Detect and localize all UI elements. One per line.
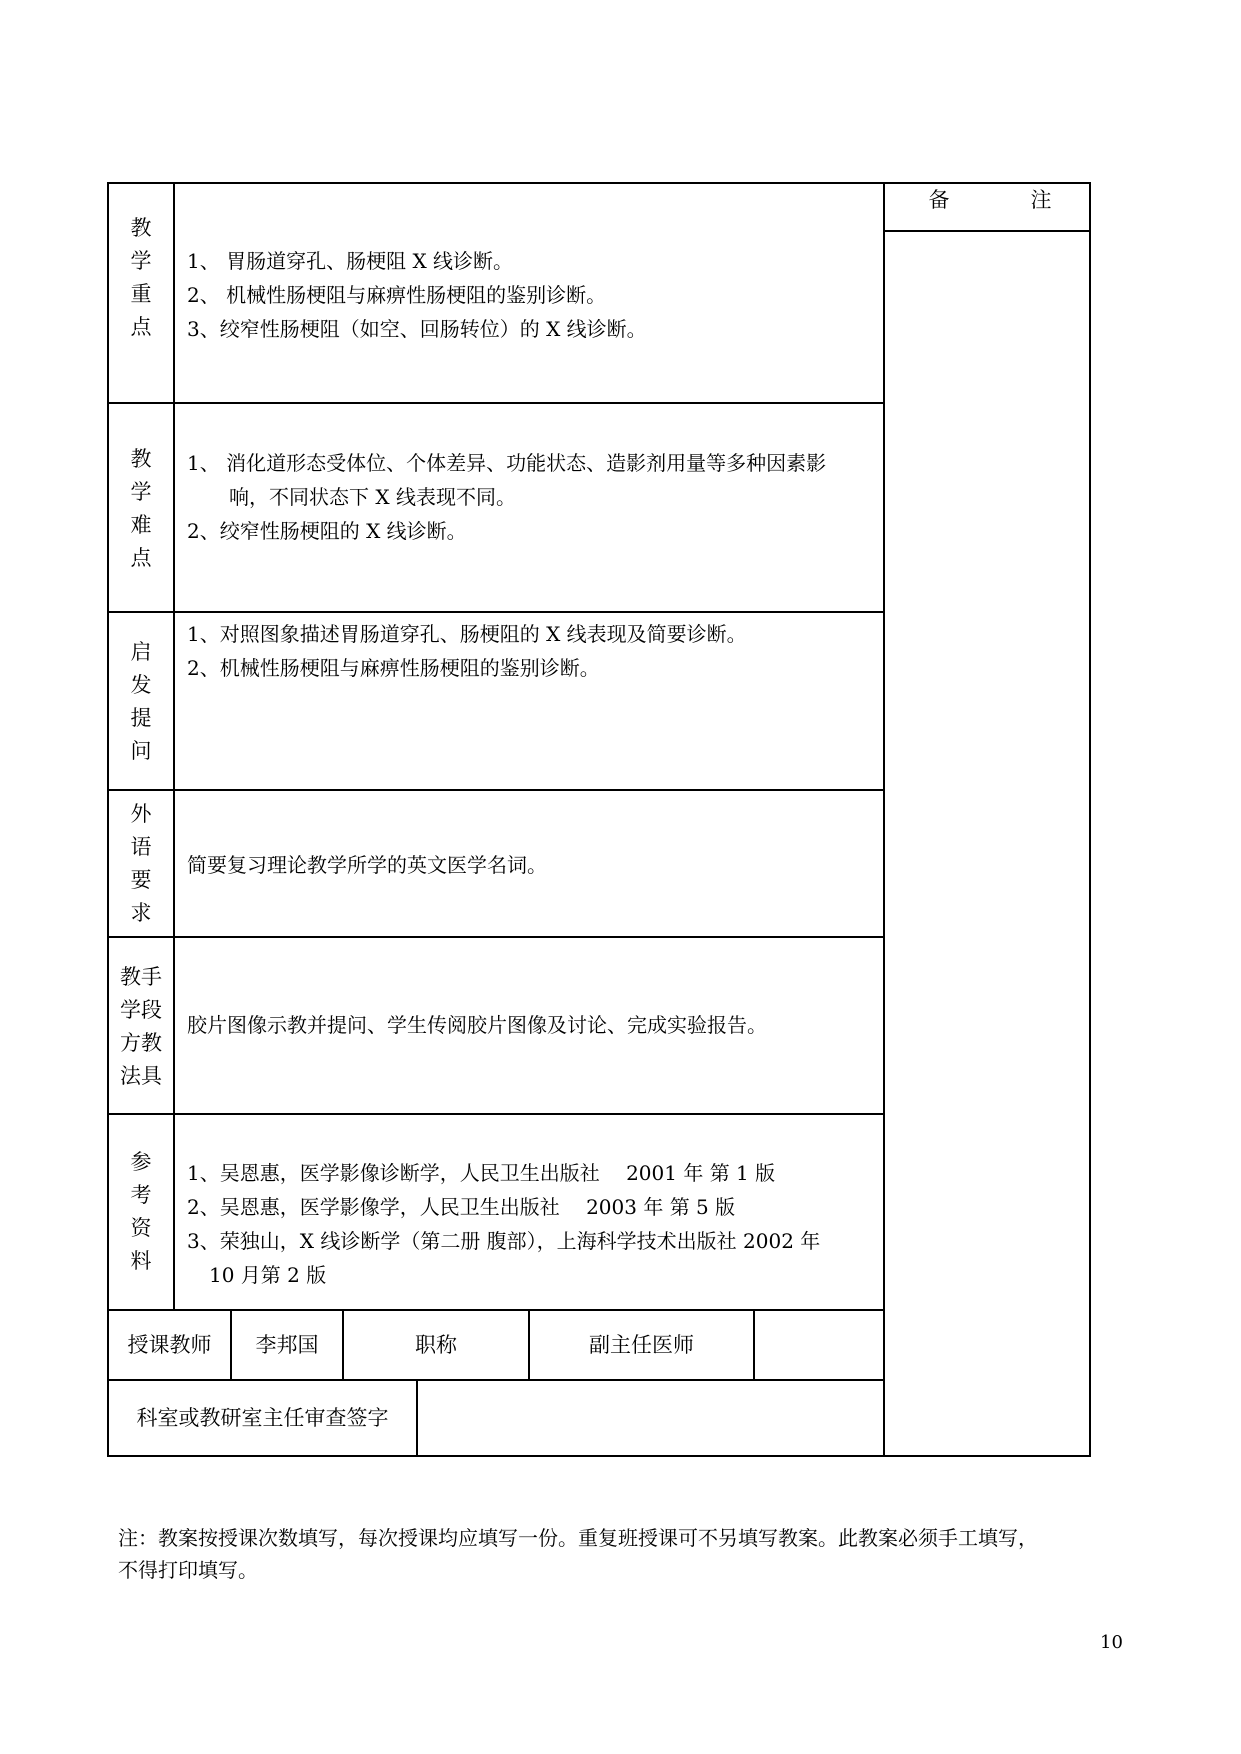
- section-content-language: [187, 848, 883, 882]
- row-divider: [107, 611, 885, 613]
- content-line: 胶片图像示教并提问、学生传阅胶片图像及讨论、完成实验报告。: [187, 1013, 767, 1037]
- title-char: 外: [130, 802, 152, 826]
- content-line: 2、机械性肠梗阻与麻痹性肠梗阻的鉴别诊断。: [187, 656, 600, 680]
- content-line: 1、 消化道形态受体位、个体差异、功能状态、造影剂用量等多种因素影: [187, 451, 827, 475]
- remarks-divider: [883, 182, 885, 1457]
- row-divider: [107, 1113, 885, 1115]
- cell-divider: [753, 1309, 755, 1380]
- title-char: 要: [130, 868, 152, 892]
- title-row: 学段: [120, 998, 162, 1022]
- title-char: 难: [130, 513, 152, 537]
- signature-label: 科室或教研室主任审查签字: [136, 1406, 389, 1430]
- row-divider: [107, 402, 885, 404]
- section-content-difficulties: [187, 446, 883, 548]
- content-line: 10 月第 2 版: [209, 1263, 327, 1287]
- title-char: 问: [130, 739, 152, 763]
- title-char: 点: [130, 315, 152, 339]
- title-char: 提: [130, 706, 152, 730]
- section-title-methods: [108, 961, 174, 1093]
- section-title-key-points: [108, 212, 174, 344]
- section-content-questions: [187, 617, 883, 685]
- title-row: 教手: [120, 965, 162, 989]
- section-content-key-points: [187, 244, 883, 346]
- title-label: 职称: [415, 1333, 457, 1357]
- content-line: 1、吴恩惠，医学影像诊断学，人民卫生出版社 2001 年 第 1 版: [187, 1161, 776, 1185]
- title-row: 方教: [120, 1031, 162, 1055]
- row-divider: [107, 789, 885, 791]
- title-char: 学: [130, 249, 152, 273]
- title-char: 求: [130, 901, 152, 925]
- content-line: 3、绞窄性肠梗阻（如空、回肠转位）的 X 线诊断。: [187, 317, 647, 341]
- remarks-header-line: [883, 230, 1091, 232]
- content-line: 2、吴恩惠，医学影像学，人民卫生出版社 2003 年 第 5 版: [187, 1195, 736, 1219]
- title-char: 教: [130, 447, 152, 471]
- title-char: 参: [130, 1150, 152, 1174]
- teacher-name: 李邦国: [255, 1333, 319, 1357]
- title-char: 点: [130, 546, 152, 570]
- section-title-difficulties: [108, 443, 174, 575]
- title-char: 教: [130, 216, 152, 240]
- remarks-header: 备 注: [928, 188, 1082, 212]
- title-row: 法具: [120, 1064, 162, 1088]
- content-line: 简要复习理论教学所学的英文医学名词。: [187, 853, 547, 877]
- title-char: 考: [130, 1183, 152, 1207]
- title-char: 发: [130, 673, 152, 697]
- title-value: 副主任医师: [589, 1333, 694, 1357]
- content-line: 3、荣独山，X 线诊断学（第二册 腹部），上海科学技术出版社 2002 年: [187, 1229, 821, 1253]
- section-title-language: [108, 798, 174, 930]
- teacher-label: 授课教师: [127, 1333, 212, 1357]
- title-char: 启: [130, 640, 152, 664]
- footnote: [118, 1522, 1128, 1586]
- content-line: 2、 机械性肠梗阻与麻痹性肠梗阻的鉴别诊断。: [187, 283, 607, 307]
- section-title-questions: [108, 636, 174, 768]
- title-char: 语: [130, 835, 152, 859]
- row-divider: [107, 936, 885, 938]
- content-line: 1、对照图象描述胃肠道穿孔、肠梗阻的 X 线表现及简要诊断。: [187, 622, 747, 646]
- footnote-line: 不得打印填写。: [118, 1558, 258, 1582]
- title-char: 重: [130, 282, 152, 306]
- section-content-methods: [187, 1008, 883, 1042]
- content-line: 1、 胃肠道穿孔、肠梗阻 X 线诊断。: [187, 249, 514, 273]
- page-number: 10: [1100, 1632, 1123, 1653]
- section-title-references: [108, 1146, 174, 1278]
- section-content-references: [187, 1156, 883, 1292]
- title-char: 料: [130, 1249, 152, 1273]
- row-divider: [107, 1379, 885, 1381]
- row-divider: [107, 1309, 885, 1311]
- content-line: 响，不同状态下 X 线表现不同。: [229, 485, 516, 509]
- title-char: 学: [130, 480, 152, 504]
- footnote-line: 注：教案按授课次数填写，每次授课均应填写一份。重复班授课可不另填写教案。此教案必须手工填写，: [118, 1526, 1038, 1550]
- cell-divider: [416, 1379, 418, 1457]
- title-char: 资: [130, 1216, 152, 1240]
- content-line: 2、绞窄性肠梗阻的 X 线诊断。: [187, 519, 467, 543]
